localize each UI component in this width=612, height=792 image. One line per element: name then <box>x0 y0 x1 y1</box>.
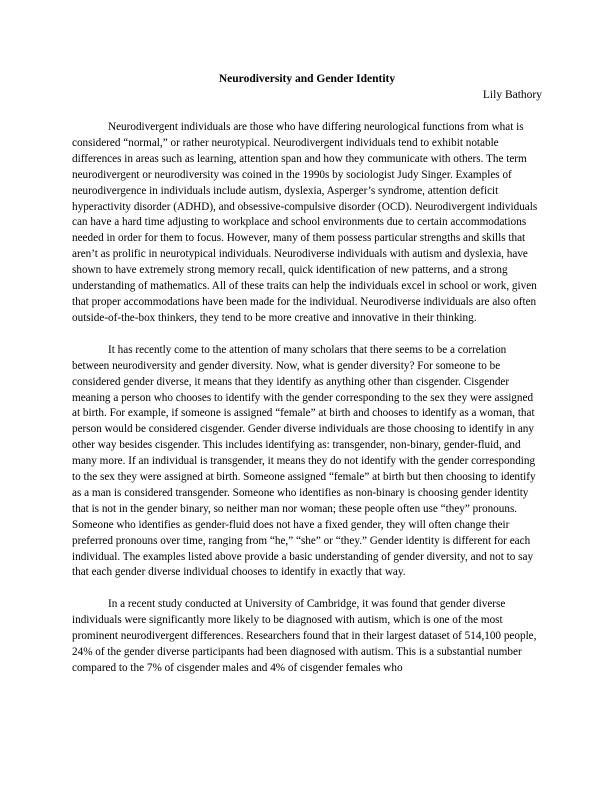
paragraph-3: In a recent study conducted at University of Cambridge, it was found that gender diverse individuals were significantly more likely to be diagnosed with autism, which is one of the most prominent neurodivergent differences. Researchers found that in their largest dataset of 514,100 people, 24% of the gender diverse participants had been diagnosed with autism. This is a substantial number compared to the 7% of cisgender males and 4% of cisgender females who <box>72 598 537 674</box>
paragraph-2: It has recently come to the attention of many scholars that there seems to be a correlation between neurodiversity and gender diversity. Now, what is gender diversity? For someone to be considered gender diverse, it means that they identify as anything other than cisgender. Cisgender meaning a person who chooses to identify with the gender corresponding to the sex they were assigned at birth. For example, if someone is assigned “female” at birth and chooses to identify as a woman, that person would be considered cisgender. Gender diverse individuals are those choosing to identify in any other way besides cisgender. This includes identifying as: transgender, non-binary, gender-fluid, and many more. If an individual is transgender, it means they do not identify with the gender corresponding to the sex they were assigned at birth. Someone assigned “female” at birth but then choosing to identify as a man is considered transgender. Someone who identifies as non-binary is choosing gender identity that is not in the gender binary, so neither man nor woman; these people often use “they” pronouns. Someone who identifies as gender-fluid does not have a fixed gender, they will often change their preferred pronouns over time, ranging from “he,” “she” or “they.” Gender identity is different for each individual. The examples listed above provide a basic understanding of gender diversity, and not to say that each gender diverse individual chooses to identify in exactly that way. <box>72 343 536 579</box>
document-title: Neurodiversity and Gender Identity <box>218 73 396 85</box>
paragraph-1: Neurodivergent individuals are those who have differing neurological functions from what is considered “normal,” or rather neurotypical. Neurodivergent individuals tend to exhibit notable differences in areas such as learning, attention span and how they communicate with others. The term neurodivergent or neurodiversity was coined in the 1990s by sociologist Judy Singer. Examples of neurodivergence in individuals include autism, dyslexia, Asperger’s syndrome, attention deficit hyperactivity disorder (ADHD), and obsessive-compulsive disorder (OCD). Neurodivergent individuals can have a hard time adjusting to workplace and school environments due to certain accommodations needed in order for them to focus. However, many of them possess particular strengths and skills that aren’t as prolific in neurotypical individuals. Neurodiverse individuals with autism and dyslexia, have shown to have extremely strong memory recall, quick identification of new patterns, and a strong understanding of mathematics. All of these traits can help the individuals excel in school or work, given that proper accommodations have been made for the individual. Neurodiverse individuals are also often outside-of-the-box thinkers, they tend to be more creative and innovative in their thinking. <box>72 121 538 324</box>
author-name: Lily Bathory <box>482 89 542 101</box>
document-page <box>72 72 542 677</box>
